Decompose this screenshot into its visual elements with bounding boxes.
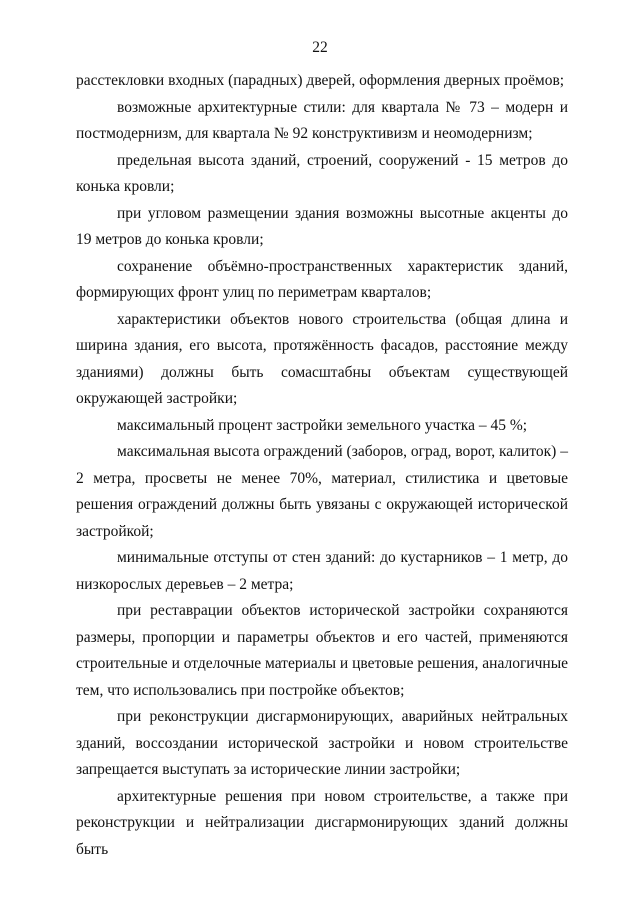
paragraph: архитектурные решения при новом строительстве, а также при реконструкции и нейтрализации дисгармонирующих зданий должны быть — [76, 787, 568, 858]
paragraph: максимальный процент застройки земельного участка – 45 %; — [117, 416, 528, 434]
document-body — [76, 68, 568, 863]
paragraph: характеристики объектов нового строительства (общая длина и ширина здания, его высота, протяжённость фасадов, расстояние между зданиями) должны быть сомасштабны объектам существующей окружающей застройки; — [76, 310, 568, 407]
page-number: 22 — [312, 39, 328, 56]
paragraph: предельная высота зданий, строений, сооружений - 15 метров до конька кровли; — [76, 151, 568, 195]
paragraph: минимальные отступы от стен зданий: до кустарников – 1 метр, до низкорослых деревьев – 2 метра; — [76, 549, 568, 593]
paragraph: возможные архитектурные стили: для квартала № 73 – модерн и постмодернизм, для квартала № 92 конструктивизм и неомодернизм; — [76, 98, 568, 142]
paragraph: при реконструкции дисгармонирующих, аварийных нейтральных зданий, воссоздании исторической застройки и новом строительстве запрещается выступать за исторические линии застройки; — [76, 708, 568, 778]
paragraph: сохранение объёмно-пространственных характеристик зданий, формирующих фронт улиц по периметрам кварталов; — [76, 257, 568, 301]
paragraph: при угловом размещении здания возможны высотные акценты до 19 метров до конька кровли; — [76, 204, 568, 248]
paragraph: расстекловки входных (парадных) дверей, оформления дверных проёмов; — [76, 72, 565, 89]
paragraph: максимальная высота ограждений (заборов, оград, ворот, калиток) – 2 метра, просветы не менее 70%, материал, стилистика и цветовые решения ограждений должны быть увязаны с окружающей исторической застройкой; — [76, 443, 568, 540]
paragraph: при реставрации объектов исторической застройки сохраняются размеры, пропорции и параметры объектов и его частей, применяются строительные и отделочные материалы и цветовые решения, аналогичные тем, что использовались при постройке объектов; — [76, 602, 568, 699]
